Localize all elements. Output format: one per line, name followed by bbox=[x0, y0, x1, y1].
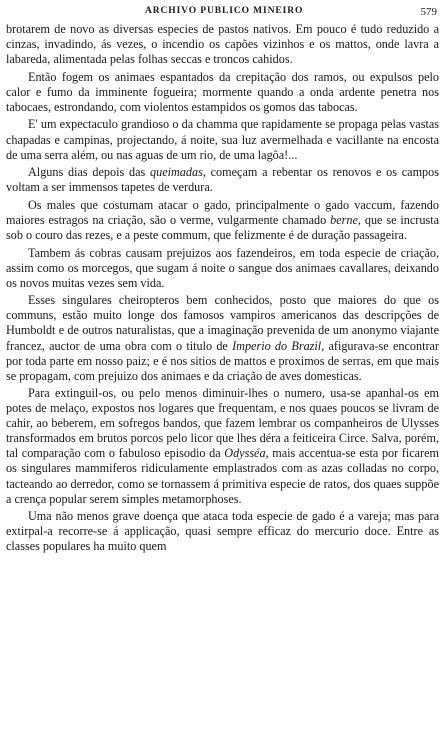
paragraph-1-text: brotarem de novo as diversas especies de pastos nativos. Em pouco é tudo reduzido a cinzas, invadindo, ás vezes, o incendio os capões vizinhos e os mattos, onde lavra a labareda, alimentada pelas folhas seccas e troncos cahidos. bbox=[6, 22, 439, 67]
paragraph-6 bbox=[6, 246, 439, 291]
paragraph-7-text-b: , afigurava-se encontrar por toda parte em nosso paiz; e é nos sitios de mattos e proximos de serras, em que mais se propagam, com prejuizo dos animaes e da criação de aves domesticas. bbox=[6, 338, 439, 383]
paragraph-5-text-a: Os males que costumam atacar o gado, principalmente o gado vaccum, fazendo maiores estragos na criação, são o verme, vulgarmente chamado bbox=[6, 197, 439, 227]
running-title: ARCHIVO PUBLICO MINEIRO bbox=[145, 6, 304, 16]
paragraph-6-text: Tambem ás cobras causam prejuizos aos fazendeiros, em toda especie de criação, assim como os morcegos, que sugam á noite o sangue dos animaes cavallares, deixando os novos muitas vezes sem vida. bbox=[6, 245, 439, 290]
paragraph-8 bbox=[6, 386, 439, 506]
paragraph-4-italic-queimadas: queimadas bbox=[150, 165, 203, 180]
paragraph-7-italic-imperio: Imperio do Brazil bbox=[232, 338, 322, 353]
paragraph-3-text: E' um expectaculo grandioso o da chamma que rapidamente se propaga pelas vastas chapadas e campinas, projectando, á noite, sua luz avermelhada e vacillante na encosta de uma serra além, ou nas aguas de um rio, de uma lagôa!... bbox=[6, 117, 439, 162]
paragraph-2-text: Então fogem os animaes espantados da crepitação dos ramos, ou expulsos pelo calor e fumo da imminente fogueira; mormente quando a onda ardente penetra nos tabocaes, estrondando, com violentos estampidos os gomos das tabocas. bbox=[6, 69, 439, 114]
paragraph-9-text: Uma não menos grave doença que ataca toda especie de gado é a vareja; mas para extirpal-a recorre-se á applicação, quasi sempre efficaz do mercurio doce. Entre as classes populares ha muito quem bbox=[6, 509, 439, 554]
paragraph-5-italic-berne: berne bbox=[330, 212, 358, 227]
paragraph-3 bbox=[6, 117, 439, 162]
body-text bbox=[6, 22, 439, 554]
running-header bbox=[6, 6, 439, 20]
paragraph-1 bbox=[6, 22, 439, 67]
paragraph-7 bbox=[6, 293, 439, 383]
paragraph-9 bbox=[6, 509, 439, 554]
paragraph-5-text-b: , que se incrusta sob o couro das rezes, e a peste commum, que felizmente é de duração passageira. bbox=[6, 212, 439, 242]
paragraph-8-text-a: Para extinguil-os, ou pelo menos diminuir-lhes o numero, usa-se apanhal-os em potes de melaço, expostos nos logares que frequentam, e nos quaes poucos se livram de cahir, ao beberem, em sofregos bandos, que fazem lembrar os companheiros de Ulysses transformados em brutos porcos pelo licor que lhes déra a feiticeira Circe. Salva, porém, tal comparação com o fabuloso episodio da bbox=[6, 386, 439, 461]
paragraph-4 bbox=[6, 165, 439, 195]
paragraph-4-text-b: , começam a rebentar os renovos e os campos voltam a ser immensos tapetes de verdura. bbox=[6, 165, 439, 195]
page-number: 579 bbox=[420, 6, 437, 18]
paragraph-4-text-a: Alguns dias depois das bbox=[28, 165, 151, 180]
paragraph-7-text-a: Esses singulares cheiropteros bem conhecidos, posto que maiores do que os communs, estão muito longe dos famosos vampiros americanos das descripções de Humboldt e de outros naturalistas, que a imaginação prevenida de um anonymo viajante francez, auctor de uma obra com o titulo de bbox=[6, 293, 439, 353]
paragraph-8-text-b: , mais accentua-se esta por ficarem os singulares mammiferos ridiculamente emplastrados com as azas colladas no corpo, tacteando ao derredor, como se tornassem á primitiva especie de ratos, dos quaes suppõe a crença popular serem simples metamorphoses. bbox=[6, 446, 439, 506]
paragraph-5 bbox=[6, 198, 439, 243]
paragraph-2 bbox=[6, 70, 439, 115]
paragraph-8-italic-odyssea: Odysséa bbox=[224, 446, 266, 461]
